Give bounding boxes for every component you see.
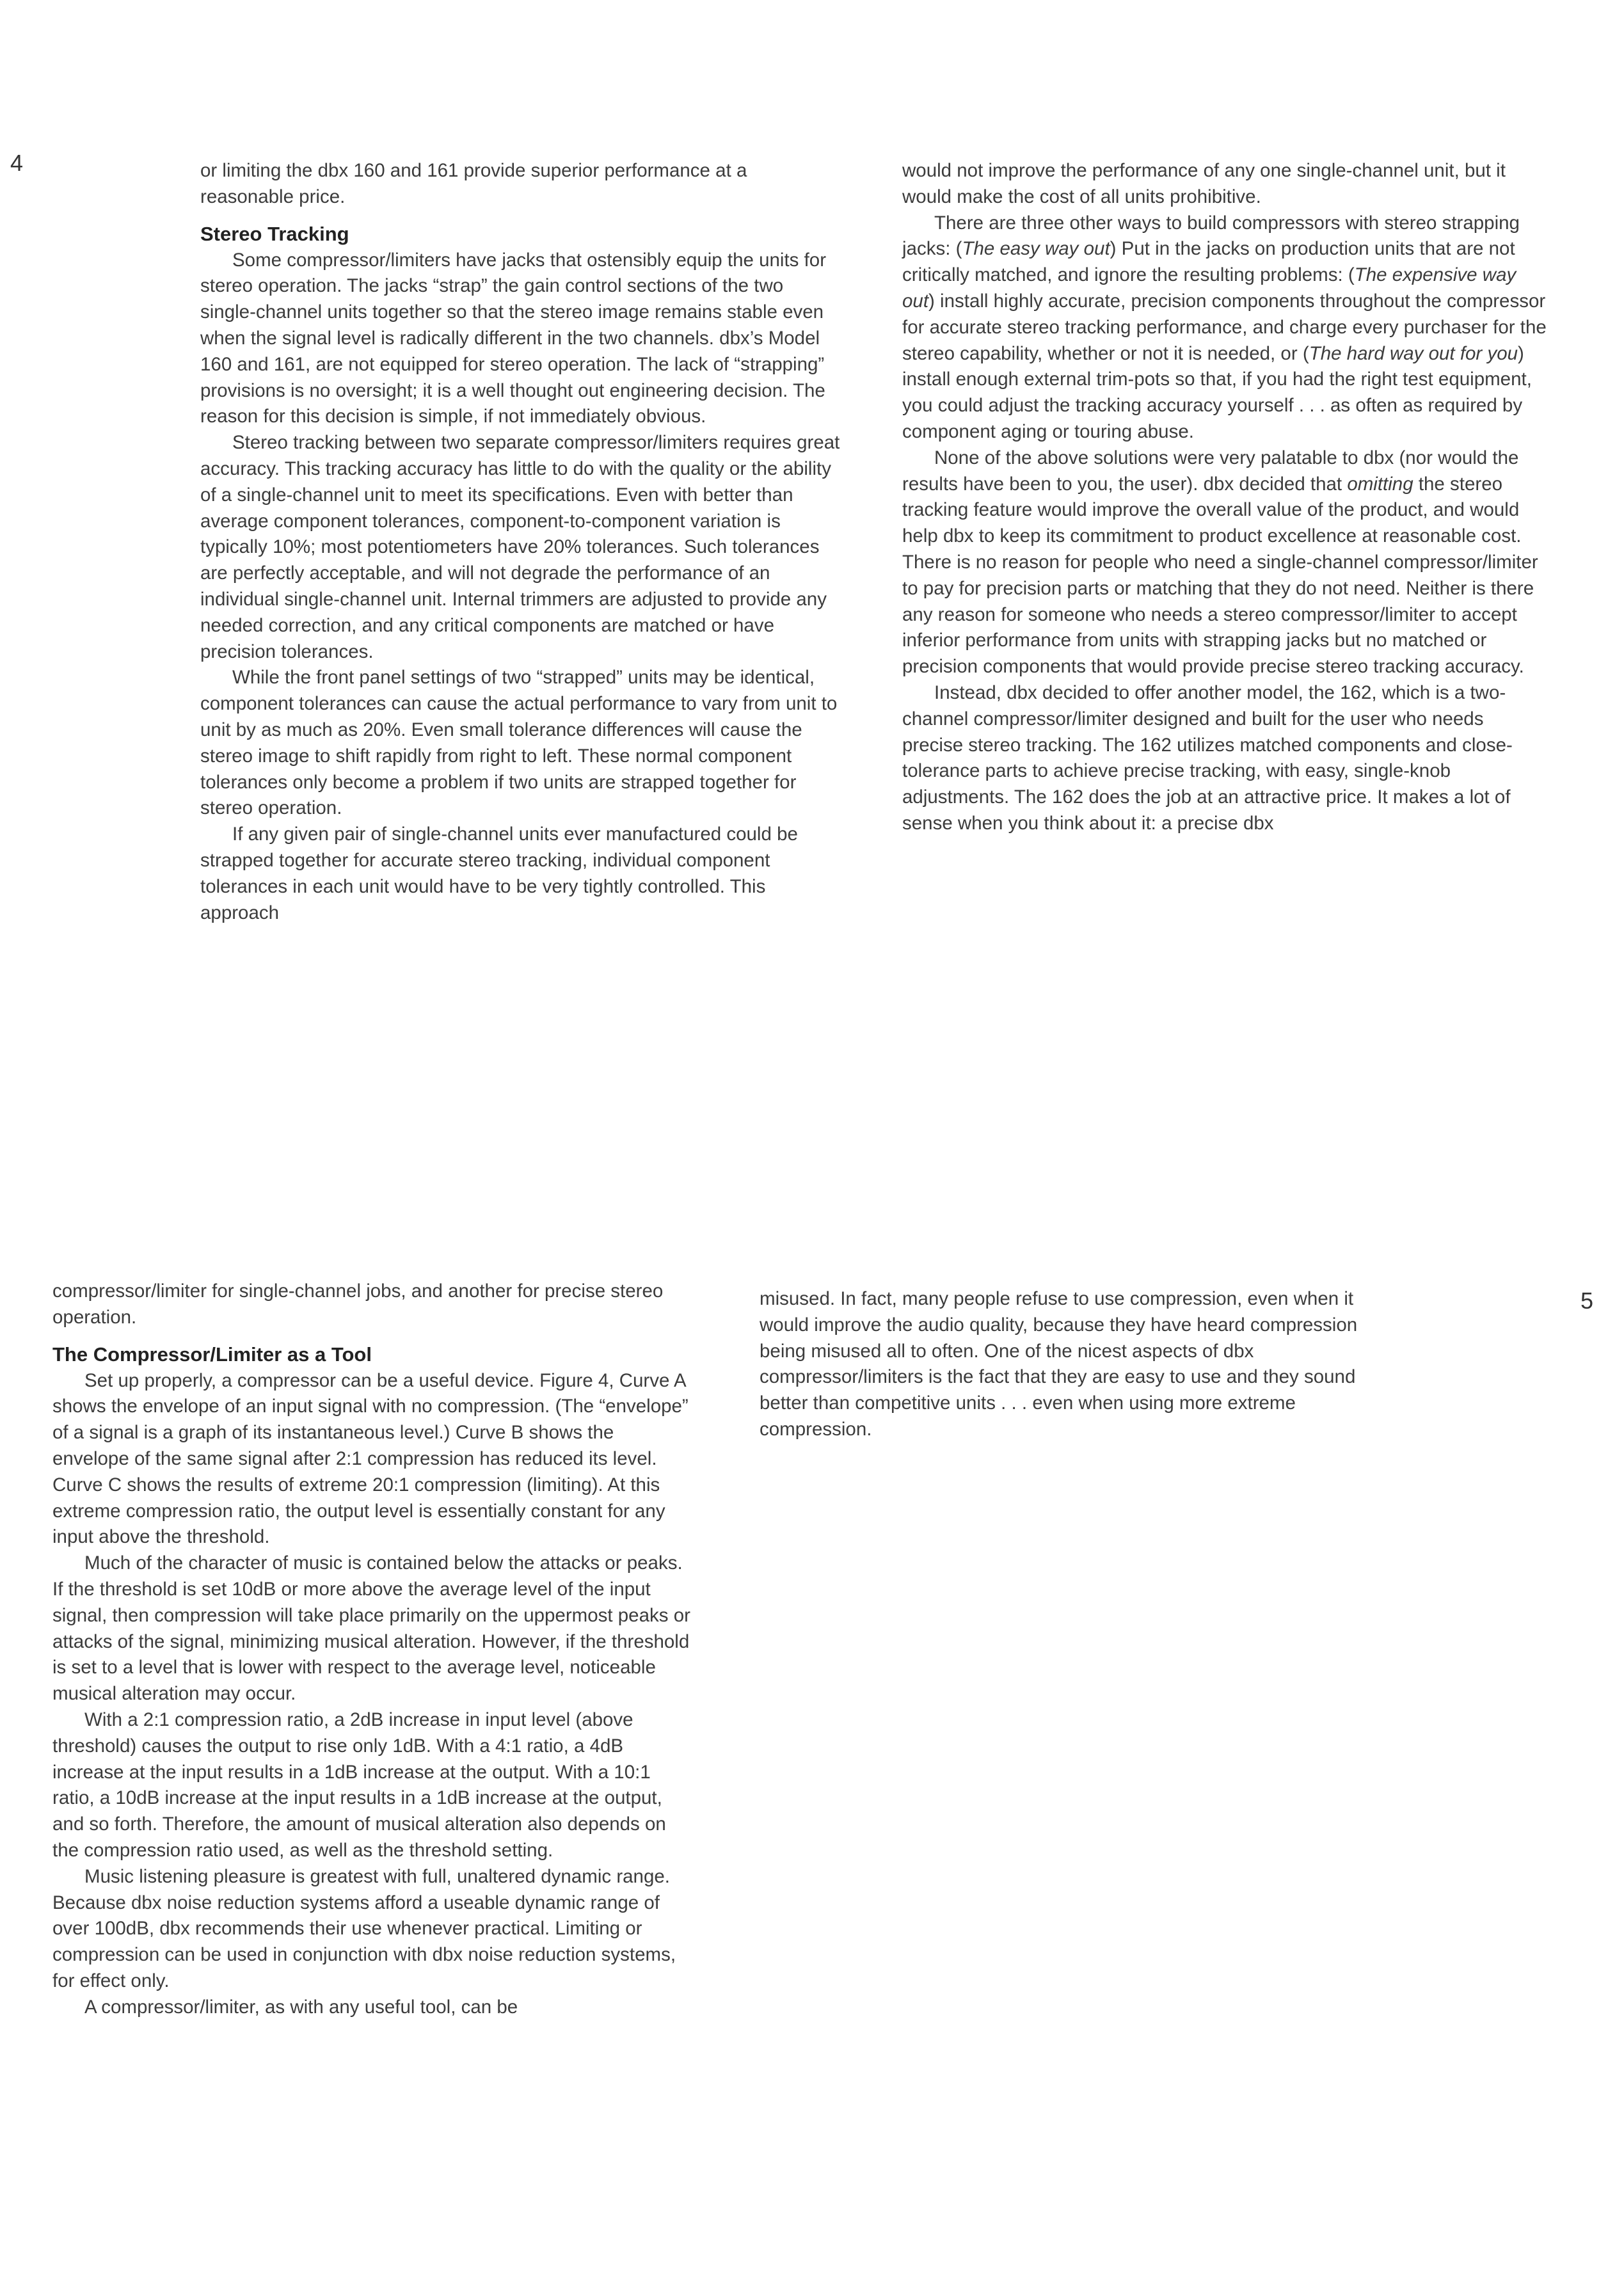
paragraph: Set up properly, a compressor can be a useful device. Figure 4, Curve A shows the envelope of an input signal with no compression. (The “envelope” of a signal is a graph of its instantaneous level.) Curve B shows the envelope of the same signal after 2:1 compression has reduced its level. Curve C shows the results of extreme 20:1 compression (limiting). At this extreme compression ratio, the output level is essentially constant for any input above the threshold. [52,1369,689,1548]
paragraph: Much of the character of music is contained below the attacks or peaks. If the threshold is set 10dB or more above the average level of the input signal, then compression will take place primarily on the uppermost peaks or attacks of the signal, minimizing musical alteration. However, if the threshold is set to a level that is lower with respect to the average level, noticeable musical alteration may occur. [52,1552,690,1705]
page4-left-column [200,158,843,926]
paragraph: misused. In fact, many people refuse to use compression, even when it would improve the audio quality, because they have heard compression being misused all to often. One of the nicest aspects of dbx compressor/limiters is the fact that they are easy to use and they sound better than competitive units . . . even when using more extreme compression. [760,1288,1358,1440]
emphasis: The easy way out [962,238,1110,260]
paragraph: While the front panel settings of two “strapped” units may be identical, component tolerances can cause the actual performance to vary from unit to unit by as much as 20%. Even small tolerance differences will cause the stereo image to shift rapidly from right to left. These normal component tolerances only become a problem if two units are strapped together for stereo operation. [200,667,838,819]
paragraph: or limiting the dbx 160 and 161 provide superior performance at a reasonable price. [200,160,747,207]
paragraph: would not improve the performance of any one single-channel unit, but it would make the cost of all units prohibitive. [902,160,1506,207]
emphasis: The hard way out for you [1309,342,1518,364]
page4-right-column [902,158,1548,837]
text-run: ) install enough external trim-pots so that, if you had the right test equipment, you could adjust the tracking accuracy yourself . . . as often as required by component aging or touring abuse. [902,342,1532,442]
paragraph: If any given pair of single-channel units ever manufactured could be strapped together for accurate stereo tracking, individual component tolerances in each unit would have to be very tightly controlled. This approach [200,824,798,923]
paragraph: Music listening pleasure is greatest with full, unaltered dynamic range. Because dbx noise reduction systems afford a useable dynamic range of over 100dB, dbx recommends their use whenever practical. Limiting or compression can be used in conjunction with dbx noise reduction systems, for effect only. [52,1865,676,1991]
paragraph: With a 2:1 compression ratio, a 2dB increase in input level (above threshold) causes the output to rise only 1dB. With a 4:1 ratio, a 4dB increase at the input results in a 1dB increase at the output. With a 10:1 ratio, a 10dB increase at the input results in a 1dB increase at the output, and so forth. Therefore, the amount of musical alteration also depends on the compression ratio used, as well as the threshold setting. [52,1709,666,1861]
paragraph: compressor/limiter for single-channel jobs, and another for precise stereo operation. [52,1280,664,1328]
emphasis: omitting [1347,473,1413,495]
page-number-4: 4 [10,150,24,176]
text-run: the stereo tracking feature would improve the overall value of the product, and would help dbx to keep its commitment to product excellence at reasonable cost. There is no reason for people who need a single-channel compressor/limiter to pay for precision parts or matching that they do not need. Neither is there any reason for someone who needs a stereo compressor/limiter to accept inferior performance from units with strapping jacks but no matched or precision components that would provide precise stereo tracking accuracy. [902,473,1538,678]
text-run: None of the above solutions were very palatable to dbx (nor would the results have been to you, the user). dbx decided that [902,447,1519,495]
page-number-5: 5 [1580,1288,1594,1314]
section-heading-compressor-tool: The Compressor/Limiter as a Tool [52,1343,372,1366]
text-run: There are three other ways to build compressors with stereo strapping jacks: ( [902,212,1520,260]
paragraph: Stereo tracking between two separate compressor/limiters requires great accuracy. This tracking accuracy has little to do with the quality or the ability of a single-channel unit to meet its specifications. Even with better than average component tolerances, component-to-component variation is typically 10%; most potentiometers have 20% tolerances. Such tolerances are perfectly acceptable, and will not degrade the performance of an individual single-channel unit. Internal trimmers are adjusted to provide any needed correction, and any critical components are matched or have precision tolerances. [200,432,840,662]
paragraph [902,445,1548,680]
page5-right-column [760,1286,1406,1443]
paragraph: Some compressor/limiters have jacks that ostensibly equip the units for stereo operation. The jacks “strap” the gain control sections of the two single-channel units together so that the stereo image remains stable even when the signal level is radically different in the two channels. dbx’s Model 160 and 161, are not equipped for stereo operation. The lack of “strapping” provisions is no oversight; it is a well thought out engineering decision. The reason for this decision is simple, if not immediately obvious. [200,249,827,427]
paragraph [902,211,1548,445]
text-run: ) install highly accurate, precision components throughout the compressor for accurate stereo tracking performance, and charge every purchaser for the stereo capability, whether or not it is needed, or ( [902,290,1547,364]
emphasis: The expensive way out [902,264,1517,312]
section-heading-stereo-tracking: Stereo Tracking [200,222,349,245]
paragraph: Instead, dbx decided to offer another model, the 162, which is a two-channel compressor/limiter designed and built for the user who needs precise stereo tracking. The 162 utilizes matched components and close-tolerance parts to achieve precise tracking, with easy, single-knob adjustments. The 162 does the job at an attractive price. It makes a lot of sense when you think about it: a precise dbx [902,682,1513,834]
paragraph: A compressor/limiter, as with any useful tool, can be [84,1996,518,2018]
page5-left-column [52,1279,696,2021]
text-run: ) Put in the jacks on production units that are not critically matched, and ignore the resulting problems: ( [902,238,1515,286]
